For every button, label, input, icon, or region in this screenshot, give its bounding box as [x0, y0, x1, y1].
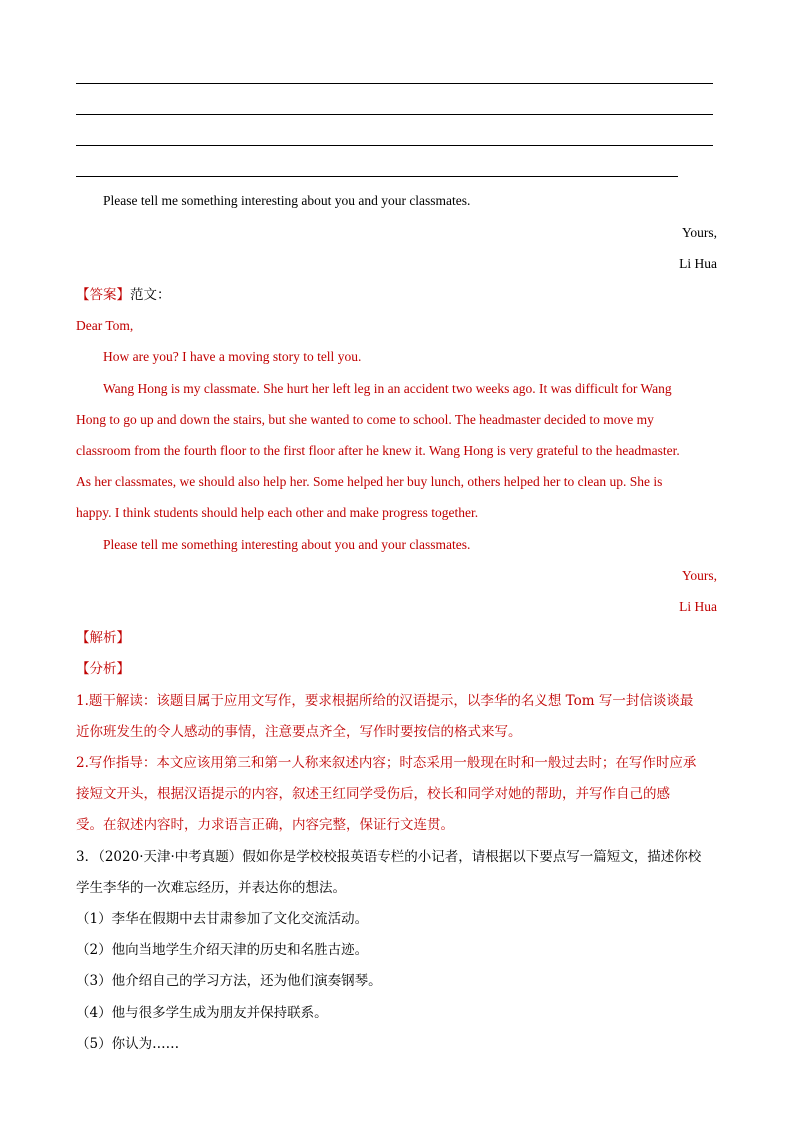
analysis-label: 【解析】	[76, 630, 130, 646]
question-3-intro-line-1: 3．（2020·天津·中考真题）假如你是学校校报英语专栏的小记者，请根据以下要点写一篇短文，描述你校	[76, 849, 702, 865]
question-3-point-1: （1）李华在假期中去甘肃参加了文化交流活动。	[76, 911, 369, 927]
answer-signature: Li Hua	[679, 599, 717, 614]
answer-greeting: Dear Tom,	[76, 318, 134, 333]
question-3-point-4: （4）他与很多学生成为朋友并保持联系。	[76, 1005, 328, 1021]
analysis-item-2-line-1: 2.写作指导：本文应该用第三和第一人称来叙述内容；时态采用一般现在时和一般过去时；在写作时应承	[76, 755, 697, 771]
question-3-point-2: （2）他向当地学生介绍天津的历史和名胜古迹。	[76, 942, 369, 958]
answer-paragraph-2-line-2: Hong to go up and down the stairs, but she wanted to come to school. The headmaster decided to move my	[76, 412, 654, 427]
analysis-item-2-line-2: 接短文开头，根据汉语提示的内容，叙述王红同学受伤后，校长和同学对她的帮助，并写作自己的感	[76, 786, 670, 802]
answer-paragraph-2-line-4: As her classmates, we should also help her. Some helped her buy lunch, others helped her to clean up. She is	[76, 474, 663, 489]
question-closing-line: Please tell me something interesting about you and your classmates.	[103, 193, 471, 208]
question-3-point-5: （5）你认为……	[76, 1036, 180, 1052]
analysis-item-1-line-2: 近你班发生的令人感动的事情，注意要点齐全，写作时要按信的格式来写。	[76, 724, 522, 740]
writing-line-3	[76, 145, 713, 146]
analysis-sub-label: 【分析】	[76, 661, 130, 677]
analysis-item-1-line-1: 1.题干解读：该题目属于应用文写作，要求根据所给的汉语提示，以李华的名义想 Tom 写一封信谈谈最	[76, 693, 694, 709]
answer-paragraph-2-line-1: Wang Hong is my classmate. She hurt her left leg in an accident two weeks ago. It was difficult for Wang	[103, 381, 672, 396]
question-sign-off: Yours,	[681, 225, 717, 240]
writing-line-4	[76, 176, 678, 177]
answer-label-suffix: 范文：	[130, 287, 171, 303]
writing-line-1	[76, 83, 713, 84]
answer-heading	[76, 286, 171, 304]
answer-paragraph-1: How are you? I have a moving story to tell you.	[103, 349, 362, 364]
analysis-item-2-line-3: 受。在叙述内容时，力求语言正确，内容完整，保证行文连贯。	[76, 817, 454, 833]
writing-line-2	[76, 114, 713, 115]
question-3-intro-line-2: 学生李华的一次难忘经历，并表达你的想法。	[76, 880, 346, 896]
answer-paragraph-3: Please tell me something interesting about you and your classmates.	[103, 537, 471, 552]
question-signature: Li Hua	[679, 256, 717, 271]
answer-paragraph-2-line-5: happy. I think students should help each other and make progress together.	[76, 505, 479, 520]
answer-sign-off: Yours,	[681, 568, 717, 583]
answer-label: 【答案】	[76, 287, 130, 303]
answer-paragraph-2-line-3: classroom from the fourth floor to the first floor after he knew it. Wang Hong is very grateful to the headmaster.	[76, 443, 680, 458]
question-3-point-3: （3）他介绍自己的学习方法，还为他们演奏钢琴。	[76, 973, 382, 989]
